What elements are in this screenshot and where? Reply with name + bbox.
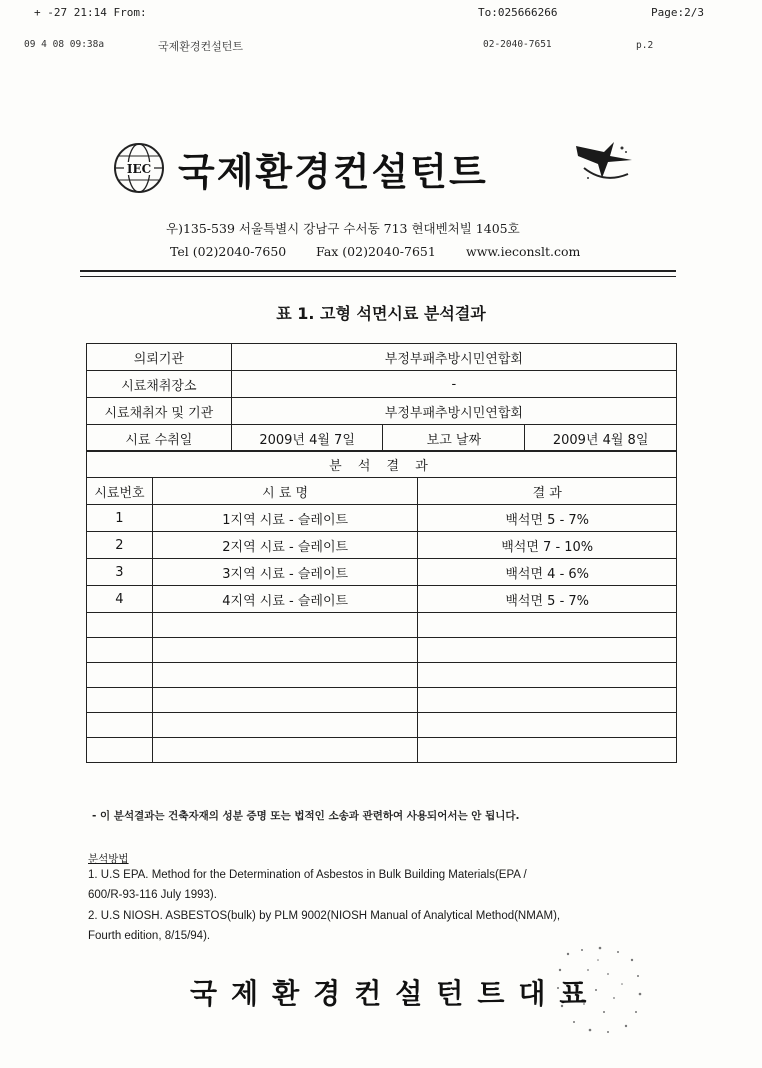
sample-result: 백석면 5 - 7% [418, 586, 677, 613]
sample-result: 백석면 7 - 10% [418, 532, 677, 559]
empty-table-row [87, 613, 677, 638]
dates-row [87, 425, 677, 452]
swallow-emblem-icon [574, 138, 634, 186]
fax-header-phone: 02-2040-7651 [483, 39, 552, 50]
sampling-site-value: - [231, 371, 676, 398]
signature-company-representative: 국제환경컨설턴트대표 [190, 977, 601, 1010]
sample-name: 3지역 시료 - 슬레이트 [152, 559, 418, 586]
requester-row [87, 344, 677, 371]
report-date-label: 보고 날짜 [383, 425, 525, 452]
column-header-sample-name: 시 료 명 [152, 478, 418, 505]
empty-table-row [87, 638, 677, 663]
method-line-2: 600/R-93-116 July 1993). [88, 889, 217, 901]
empty-table-row [87, 688, 677, 713]
fax-header-to: To:025666266 [478, 6, 558, 19]
fax-header-page-number: p.2 [636, 40, 654, 51]
table-row [87, 586, 677, 613]
sampling-site-label: 시료채취장소 [87, 371, 232, 398]
table-row [87, 505, 677, 532]
report-date-value: 2009년 4월 8일 [525, 425, 677, 452]
method-line-4: Fourth edition, 8/15/94). [88, 930, 211, 942]
sample-info-table [86, 343, 677, 452]
analysis-results-table [86, 450, 677, 763]
fax-header-from: + -27 21:14 From: [34, 6, 147, 19]
empty-table-row [87, 713, 677, 738]
sample-name: 4지역 시료 - 슬레이트 [152, 586, 418, 613]
sampler-value: 부정부패추방시민연합회 [231, 398, 676, 425]
header-divider-thin [80, 276, 676, 277]
method-line-3: 2. U.S NIOSH. ASBESTOS(bulk) by PLM 9002(NIOSH Manual of Analytical Method(NMAM), [88, 910, 561, 922]
sampler-label: 시료채취자 및 기관 [87, 398, 232, 425]
company-name: 국제환경컨설턴트 [178, 150, 488, 194]
sample-number: 1 [87, 505, 153, 532]
requester-label: 의뢰기관 [87, 344, 232, 371]
company-logo [113, 142, 165, 194]
results-heading-row [87, 451, 677, 478]
sample-result: 백석면 5 - 7% [418, 505, 677, 532]
results-heading: 분 석 결 과 [87, 451, 677, 478]
document-title: 표 1. 고형 석면시료 분석결과 [276, 304, 486, 323]
method-line-1: 1. U.S EPA. Method for the Determination of Asbestos in Bulk Building Materials(EPA / [88, 869, 527, 881]
logo-text: IEC [126, 162, 152, 176]
fax-header-timestamp: 09 4 08 09:38a [24, 39, 105, 50]
usage-notice: - 이 분석결과는 건축자재의 성분 증명 또는 법적인 소송과 관련하여 사용되어서는 안 됩니다. [92, 810, 520, 822]
methods-heading: 분석방법 [88, 853, 129, 865]
header-divider-thick [80, 270, 676, 272]
fax-header-sender: 국제환경컨설턴트 [158, 40, 244, 53]
company-tel: Tel (02)2040-7650 [170, 244, 287, 259]
requester-value: 부정부패추방시민연합회 [231, 344, 676, 371]
company-fax: Fax (02)2040-7651 [316, 244, 436, 259]
sample-name: 2지역 시료 - 슬레이트 [152, 532, 418, 559]
empty-table-row [87, 663, 677, 688]
table-row [87, 559, 677, 586]
sample-number: 3 [87, 559, 153, 586]
sampler-row [87, 398, 677, 425]
company-address: 우)135-539 서울특별시 강남구 수서동 713 현대벤처빌 1405호 [166, 221, 520, 236]
column-header-result: 결 과 [418, 478, 677, 505]
sample-number: 2 [87, 532, 153, 559]
table-row [87, 532, 677, 559]
received-date-label: 시료 수취일 [87, 425, 232, 452]
column-header-sample-no: 시료번호 [87, 478, 153, 505]
sample-number: 4 [87, 586, 153, 613]
sample-name: 1지역 시료 - 슬레이트 [152, 505, 418, 532]
company-website: www.ieconslt.com [466, 244, 581, 259]
sample-result: 백석면 4 - 6% [418, 559, 677, 586]
fax-header-page: Page:2/3 [651, 6, 704, 19]
received-date-value: 2009년 4월 7일 [231, 425, 383, 452]
sampling-site-row [87, 371, 677, 398]
results-column-header-row [87, 478, 677, 505]
empty-table-row [87, 738, 677, 763]
